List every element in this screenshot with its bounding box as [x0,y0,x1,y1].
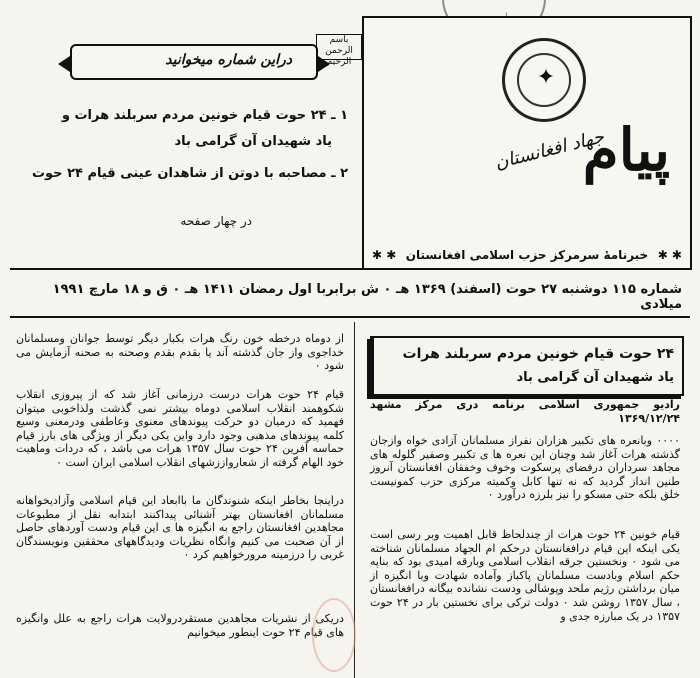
left-paragraph-2: قیام ۲۴ حوت هرات درست درزمانی آغاز شد که از پیروزی انقلاب شکوهمند انقلاب اسلامی دوماه بیشتر نمی گذشت ولذاخوبی میتوان فهمید که درمیان دو حرکت پیوندهای معنوی وعاطفی ودرمعنی وسیع کلمه پیوندهای مذهبی وجود دارد واین یکی دیگر از ویژگی های بارز قیام حماسه آفرین ۲۴ حوت سال ۱۳۵۷ هرات می باشد ، که دردات وماهیت خود الهام گرفته از شعارواززشهای انقلاب اسلامی ایران است ۰ [16,388,345,469]
contents-item-1-line-1: ۱ ـ ۲۴ حوت قیام خونین مردم سربلند هرات و [61,108,348,123]
article-column-right [360,322,692,678]
contents-heading: دراین شماره میخوانید [165,52,292,68]
star-icon: ✱ ✱ [657,248,682,262]
contents-item-1-line-2: یاد شهیدان آن گرامی باد [174,134,332,149]
masthead-tagline-row [372,244,682,266]
bismillah-box: باسم الرحمن الرحیم [316,34,362,60]
masthead-title: پیام [582,116,670,184]
contents-footer: در چهار صفحه [180,214,252,228]
headline-box [370,336,684,396]
left-paragraph-3: دراینجا بخاطر اینکه شنوندگان ما باابعاد این قیام اسلامی وآزادیخواهانه مسلمانان افغانستان بهتر آشنائی پیداکنند ابتدابه نقل از مطبوعات مجاهدین افغانستان راجع به انگیزه ها ی این قیام ودست آوردهای حاصل از آن صحبت می کنیم وانگاه نظریات ودیدگاههای محققین ونویسندگان غربی را درزمینه مرورخواهیم کرد ۰ [16,494,344,562]
contents-banner [70,44,318,80]
article-subhead: یاد شهیدان آن گرامی باد [516,370,674,385]
article-dateline: رادیو جمهوری اسلامی برنامه دری مرکز مشهد ۱۳۶۹/۱۲/۲۴ [370,398,680,425]
banner-left-wing [58,56,70,72]
emblem-icon: ✦ [536,65,556,90]
issue-bar [10,268,690,318]
article-paragraph-1: ۰۰۰۰ وبانعره های تکبیر هزاران نفراز مسلمانان آزادی خواه وازجان گذشته هرات آغاز شد وچنان این نعره ها ی تکبیر وصفیر گلوله های مجاهد سرداران درفضای پرسکوت وخوف وخفقان افغانستان آنروز طنین انداز گردید که نه تنها کابل وکمیته مرکزی حزب کمونیست خلق بلکه حتی مسکو را نیز بلرزه درآورد ۰ [370,434,680,502]
contents-item-2: ۲ ـ مصاحبه با دوتن از شاهدان عینی قیام ۲۴ حوت [31,166,348,181]
issue-line: شماره ۱۱۵ دوشنبه ۲۷ حوت (اسفند) ۱۳۶۹ هـ ۰ ش برابربا اول رمضان ۱۴۱۱ هـ ۰ ق و ۱۸ مارچ ۱۹۹۱ میلادی [52,282,682,312]
star-icon: ✱ ✱ [372,248,397,262]
masthead [362,16,692,270]
masthead-subtitle: جهاد افغانستان [493,126,607,174]
contents-panel [10,16,360,266]
article-column-left [10,322,350,678]
article-paragraph-2: قیام خونین ۲۴ حوت هرات از چندلحاظ قابل اهمیت وبر رسی است یکی اینکه این قیام درافغانستان درحکم ام الجهاد مسلمانان شناخته می شود ۰ ونخستین جرقه انقلاب اسلامی وبارقه امیدی بود که بناپه حکم اسلام وبادست مسلمانان پاکباز وآماده شهادت وبا انگیزه از میان برداشتن رژیم ملحد وپوشالی ودست نشانده بیگانه درافغانستان ، سال ۱۳۵۷ روشن شد ۰ دولت ترکی برای نخستین بار در ۲۴ حوت ۱۳۵۷ در یک مبارزه جدی و [370,528,680,623]
emblem-inner-ring [517,53,571,107]
article-headline: ۲۴ حوت قیام خونین مردم سربلند هرات [402,346,674,362]
emblem-seal [502,38,586,122]
watermark-stamp [312,598,356,672]
left-paragraph-1: از دوماه درخطه خون رنگ هرات بکبار دیگر توسط جوانان ومسلمانان خداجوی واز جان گذشته آند یا بقدم بقدم وصحنه به صحنه آزمایش می شود ۰ [16,332,344,373]
left-paragraph-4: دریکی از نشریات مجاهدین مستقردرولایت هرات راجع به علل وانگیزه های قیام ۲۴ حوت اینطور میخوانیم [16,612,344,639]
masthead-tagline: خبرنامهٔ سرمرکز حزب اسلامی افغانستان [405,248,649,262]
